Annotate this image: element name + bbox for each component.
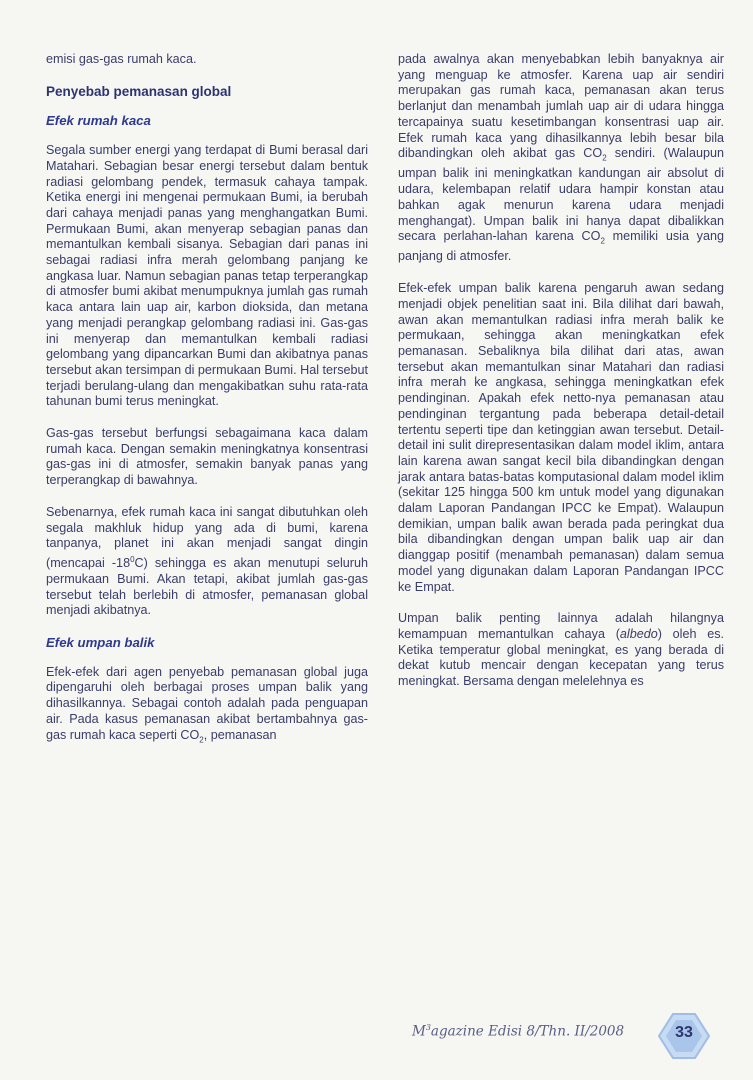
paragraph-cloud-feedback: Efek-efek umpan balik karena pengaruh awan sedang menjadi objek penelitian saat ini. Bila dilihat dari bawah, awan akan memantulkan radiasi infra merah balik ke permukaan, sehingga akan meningkatkan efek pemanasan. Sebaliknya bila dilihat dari atas, awan tersebut akan memantulkan sinar Matahari dan radiasi infra merah ke angkasa, sehingga meningkatkan efek pendinginan. Apakah efek netto-nya pemanasan atau pendinginan tergantung pada beberapa detail-detail tertentu seperti tipe dan ketinggian awan tersebut. Detail-detail ini sulit direpresentasikan dalam model iklim, antara lain karena awan sangat kecil bila dibandingkan dengan jarak antara batas-batas komputasional dalam model iklim (sekitar 125 hingga 500 km untuk model yang digunakan dalam Laporan Pandangan IPCC ke Empat). Walaupun demikian, umpan balik awan berada pada peringkat dua bila dibandingkan dengan umpan balik uap air dan dianggap positif (menambah pemanasan) dalam semua model yang digunakan dalam Laporan Pandangan IPCC ke Empat. [398,281,724,594]
paragraph-feedback-intro: Efek-efek dari agen penyebab pemanasan global juga dipengaruhi oleh berbagai proses umpan balik yang dihasilkannya. Sebagai contoh adalah pada penguapan air. Pada kasus pemanasan akibat bertambahnya gas-gas rumah kaca seperti $CO_2$, pemanasan [46,664,368,745]
albedo-term: albedo [619,626,658,641]
paragraph-water-vapor: pada awalnya akan menyebabkan lebih banyaknya air yang menguap ke atmosfer. Karena uap air sendiri merupakan gas rumah kaca, pemanasan akan terus berlanjut dan menambah jumlah uap air di udara hingga tercapainya suatu kesetimbangan konsentrasi uap air. Efek rumah kaca yang dihasilkannya lebih besar bila dibandingkan oleh akibat gas $CO_2$ sendiri. (Walaupun umpan balik ini meningkatkan kandungan air absolut di udara, kelembapan relatif udara hampir konstan atau bahkan agak menurun karena udara menjadi menghangat). Umpan balik ini hanya dapat dibalikkan secara perlahan-lahan karena $CO_2$ memiliki usia yang panjang di atmosfer. [398,52,724,264]
subheading-greenhouse-effect: Efek rumah kaca [46,113,151,129]
paragraph-greenhouse-need: Sebenarnya, efek rumah kaca ini sangat dibutuhkan oleh segala makhluk hidup yang ada di bumi, karena tanpanya, planet ini akan menjadi sangat dingin (mencapai $-18^0C$) sehingga es akan menutupi seluruh permukaan Bumi. Akan tetapi, akibat jumlah gas-gas tersebut telah berlebih di atmosfer, pemanasan global menjadi akibatnya. [46,504,368,618]
paragraph-albedo: Umpan balik penting lainnya adalah hilangnya kemampuan memantulkan cahaya (albedo) oleh es. Ketika temperatur global meningkat, es yang berada di dekat kutub mencair dengan kecepatan yang terus meningkat. Bersama dengan melelehnya es [398,611,724,689]
paragraph-gas-function: Gas-gas tersebut berfungsi sebagaimana kaca dalam rumah kaca. Dengan semakin meningkatnya konsentrasi gas-gas ini di atmosfer, semakin banyak panas yang terperangkap di bawahnya. [46,426,368,488]
paragraph-energy-source: Segala sumber energi yang terdapat di Bumi berasal dari Matahari. Sebagian besar energi tersebut dalam bentuk radiasi gelombang pendek, termasuk cahaya tampak. Ketika energi ini mengenai permukaan Bumi, ia berubah dari cahaya menjadi panas yang menghangatkan Bumi. Permukaan Bumi, akan menyerap sebagian panas dan memantulkan kembali sisanya. Sebagian dari panas ini sebagai radiasi infra merah gelombang panjang ke angkasa luar. Namun sebagian panas tetap terperangkap di atmosfer bumi akibat menumpuknya jumlah gas rumah kaca antara lain uap air, karbon dioksida, dan metana yang menjadi perangkap gelombang radiasi ini. Gas-gas ini menyerap dan memantulkan kembali radiasi gelombang yang dipancarkan Bumi dan akibatnya panas tersebut akan tersimpan di permukaan Bumi. Hal tersebut terjadi berulang-ulang dan mengakibatkan suhu rata-rata tahunan bumi terus meningkat. [46,143,369,409]
subheading-feedback-effect: Efek umpan balik [46,634,155,650]
page-number: 33 [675,1024,693,1041]
magazine-footer: $M^3agazine$ Edisi 8/Thn. II/2008 [412,1023,625,1040]
left-column [46,52,368,764]
degree-superscript: 0 [130,554,135,564]
intro-text: emisi gas-gas rumah kaca. [46,52,197,66]
section-heading-causes: Penyebab pemanasan global [46,83,232,99]
right-column [398,52,724,706]
